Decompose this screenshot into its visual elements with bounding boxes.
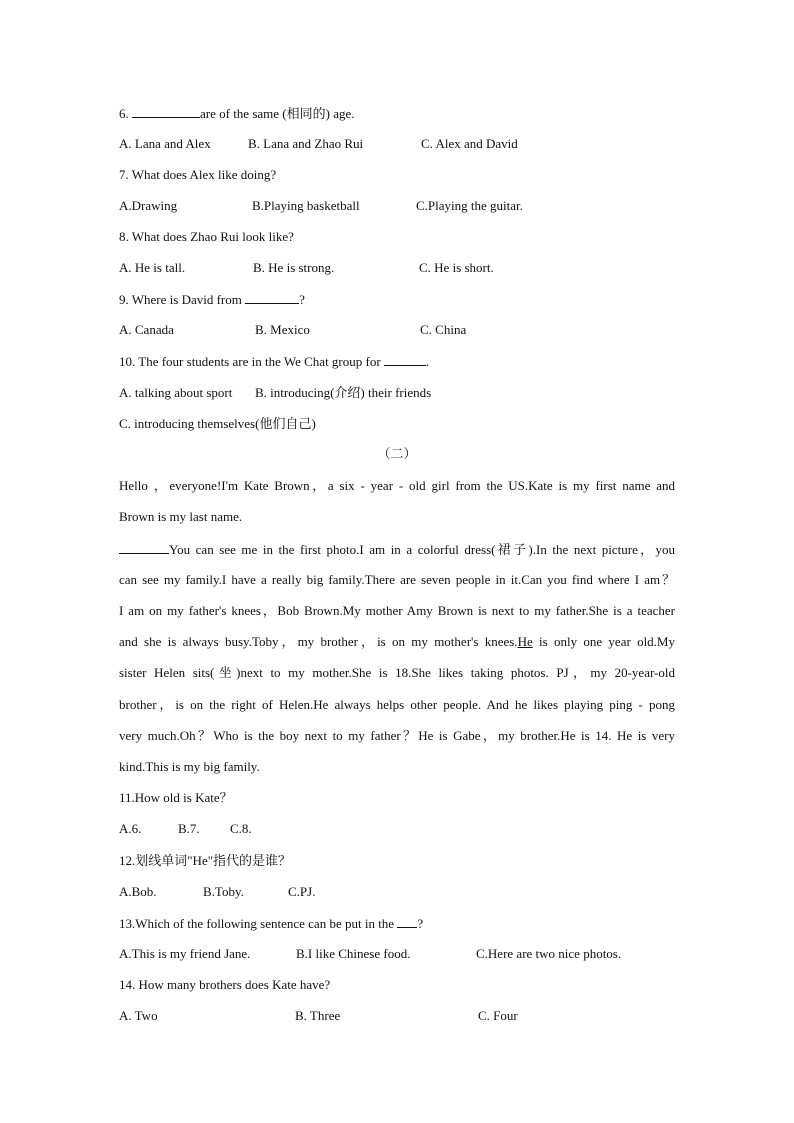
option-c[interactable]: C. China	[420, 322, 467, 337]
option-a[interactable]: A.6.	[119, 821, 142, 836]
question-stem: 13.Which of the following sentence can be put in the	[119, 916, 395, 931]
answer-blank	[384, 351, 426, 366]
question-number: 6.	[119, 106, 129, 121]
option-b[interactable]: B. He is strong.	[253, 260, 335, 275]
option-a[interactable]: A. He is tall.	[119, 260, 186, 275]
passage-line: kind.This is my big family.	[119, 759, 260, 774]
passage-text: You can see me in the first photo.I am in a colorful dress(裙子).In the next picture，you	[169, 542, 675, 557]
question-9	[119, 289, 675, 309]
passage-line: brother，is on the right of Helen.He always helps other people. And he likes playing ping - pong	[119, 697, 675, 712]
options-12	[119, 882, 675, 902]
question-mark: ?	[417, 916, 424, 931]
question-8: 8. What does Zhao Rui look like?	[119, 229, 294, 244]
options-10-ab	[119, 383, 675, 403]
passage-line	[119, 632, 675, 652]
option-a[interactable]: A. Canada	[119, 322, 174, 337]
option-a[interactable]: A.Drawing	[119, 198, 178, 213]
option-b[interactable]: B.Playing basketball	[252, 198, 360, 213]
question-period: .	[425, 354, 430, 369]
option-b[interactable]: B. Mexico	[255, 322, 310, 337]
question-14: 14. How many brothers does Kate have?	[119, 977, 331, 992]
passage-line: can see my family.I have a really big family.There are seven people in it.Can you find where I am？	[119, 572, 675, 587]
passage-line-with-blank	[119, 539, 675, 559]
option-c[interactable]: C. Alex and David	[421, 136, 518, 151]
question-7: 7. What does Alex like doing?	[119, 167, 277, 182]
question-stem: 9. Where is David from	[119, 292, 242, 307]
passage-line: Hello ，everyone!I'm Kate Brown，a six - year - old girl from the US.Kate is my first name and	[119, 478, 675, 493]
answer-blank	[245, 289, 299, 304]
options-10-c	[119, 414, 675, 434]
option-a[interactable]: A. talking about sport	[119, 385, 233, 400]
question-stem: are of the same (相同的) age.	[200, 106, 355, 121]
option-c[interactable]: C.PJ.	[288, 884, 316, 899]
passage-line: very much.Oh？Who is the boy next to my father？He is Gabe，my brother.He is 14. He is very	[119, 728, 675, 743]
option-c[interactable]: C. introducing themselves(他们自己)	[119, 416, 316, 431]
option-a[interactable]: A.This is my friend Jane.	[119, 946, 251, 961]
option-b[interactable]: B. introducing(介绍) their friends	[255, 385, 432, 400]
option-b[interactable]: B.7.	[178, 821, 200, 836]
section-title: （二）	[377, 446, 417, 461]
option-b[interactable]: B. Lana and Zhao Rui	[248, 136, 364, 151]
option-c[interactable]: C.Here are two nice photos.	[476, 946, 622, 961]
options-8	[119, 258, 675, 278]
option-b[interactable]: B.Toby.	[203, 884, 244, 899]
options-11	[119, 819, 675, 839]
options-13	[119, 944, 675, 964]
passage-text: and she is always busy.Toby，my brother，is on my mother's knees.	[119, 634, 518, 649]
option-b[interactable]: B.I like Chinese food.	[296, 946, 411, 961]
question-6	[119, 103, 675, 123]
question-12: 12.划线单词"He"指代的是谁？	[119, 853, 292, 868]
option-b[interactable]: B. Three	[295, 1008, 341, 1023]
option-c[interactable]: C.8.	[230, 821, 252, 836]
underlined-word: He	[517, 634, 533, 649]
option-c[interactable]: C. Four	[478, 1008, 518, 1023]
option-a[interactable]: A.Bob.	[119, 884, 157, 899]
options-14	[119, 1006, 675, 1026]
option-c[interactable]: C.Playing the guitar.	[416, 198, 523, 213]
answer-blank	[397, 913, 417, 928]
question-mark: ?	[299, 292, 305, 307]
answer-blank	[132, 103, 200, 118]
question-13	[119, 913, 675, 933]
question-11: 11.How old is Kate？	[119, 790, 233, 805]
passage-line: I am on my father's knees，Bob Brown.My mother Amy Brown is next to my father.She is a teacher	[119, 603, 675, 618]
passage-line: sister Helen sits(坐)next to my mother.She is 18.She likes taking photos. PJ，my 20-year-old	[119, 665, 675, 680]
options-6	[119, 134, 675, 154]
option-c[interactable]: C. He is short.	[419, 260, 494, 275]
option-a[interactable]: A. Two	[119, 1008, 158, 1023]
passage-blank	[119, 539, 169, 554]
passage-text: is only one year old.My	[532, 634, 675, 649]
options-9	[119, 320, 675, 340]
question-stem: 10. The four students are in the We Chat group for	[119, 354, 381, 369]
option-a[interactable]: A. Lana and Alex	[119, 136, 211, 151]
question-10	[119, 351, 675, 371]
passage-line: Brown is my last name.	[119, 509, 243, 524]
options-7	[119, 196, 675, 216]
